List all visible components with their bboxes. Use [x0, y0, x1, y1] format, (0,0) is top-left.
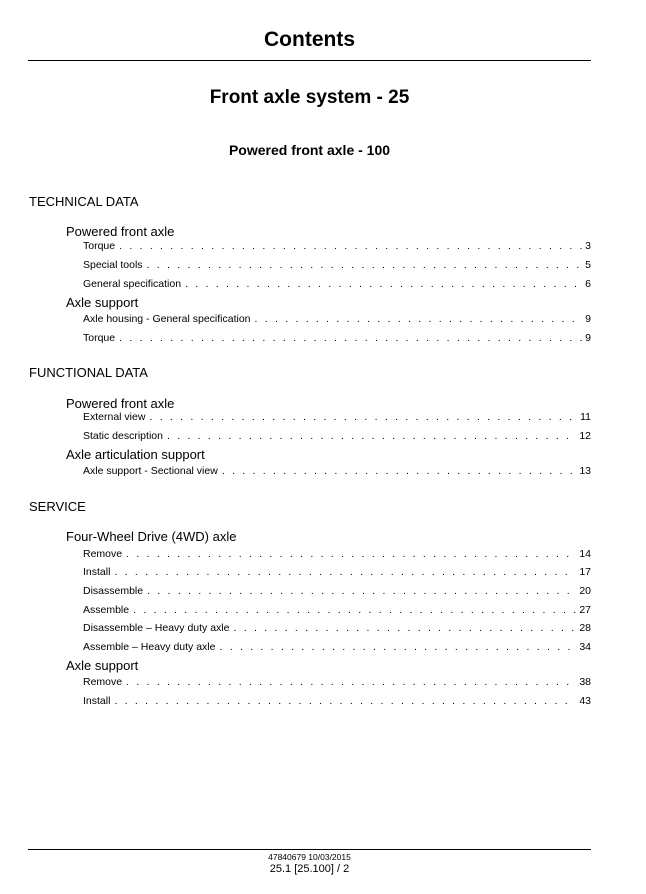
page-title: Contents	[264, 28, 355, 51]
header-divider	[28, 60, 591, 61]
toc-entry-page: 43	[579, 695, 591, 707]
toc-entry-label: General specification	[83, 278, 182, 290]
toc-entry[interactable]	[83, 312, 591, 326]
toc-entry-page: 17	[579, 566, 591, 578]
section-title-functional-data: FUNCTIONAL DATA	[29, 365, 148, 380]
toc-entry-page: 12	[579, 430, 591, 442]
dot-leader	[114, 565, 576, 579]
toc-entry-page: 14	[579, 548, 591, 560]
dot-leader	[149, 410, 577, 424]
toc-entry-label: Install	[83, 566, 111, 578]
group-title-axle-support: Axle support	[66, 658, 139, 673]
dot-leader	[119, 331, 582, 345]
toc-entry[interactable]	[83, 675, 591, 689]
toc-entry[interactable]	[83, 584, 591, 598]
toc-entry-label: Special tools	[83, 259, 143, 271]
dot-leader	[133, 603, 576, 617]
toc-entry-label: External view	[83, 411, 146, 423]
toc-entry-label: Torque	[83, 332, 116, 344]
dot-leader	[119, 239, 582, 253]
toc-entry-page: 6	[585, 278, 591, 290]
dot-leader	[147, 258, 583, 272]
dot-leader	[147, 584, 576, 598]
toc-entry-page: 13	[579, 465, 591, 477]
toc-entry-page: 34	[579, 641, 591, 653]
toc-entry-label: Assemble	[83, 604, 130, 616]
dot-leader	[114, 694, 576, 708]
toc-entry[interactable]	[83, 410, 591, 424]
toc-entry-page: 38	[579, 676, 591, 688]
dot-leader	[219, 640, 576, 654]
toc-entry[interactable]	[83, 464, 591, 478]
group-title-powered-front-axle: Powered front axle	[66, 224, 175, 239]
toc-entry[interactable]	[83, 603, 591, 617]
toc-entry-page: 5	[585, 259, 591, 271]
toc-entry-page: 3	[585, 240, 591, 252]
toc-entry-label: Remove	[83, 676, 123, 688]
toc-entry-page: 20	[579, 585, 591, 597]
footer-page-reference: 25.1 [25.100] / 2	[269, 863, 350, 875]
dot-leader	[167, 429, 576, 443]
dot-leader	[233, 621, 576, 635]
toc-entry[interactable]	[83, 694, 591, 708]
toc-entry[interactable]	[83, 640, 591, 654]
toc-entry-label: Disassemble	[83, 585, 144, 597]
footer-divider	[28, 849, 591, 850]
toc-entry[interactable]	[83, 277, 591, 291]
toc-entry-page: 27	[579, 604, 591, 616]
toc-entry-label: Install	[83, 695, 111, 707]
toc-entry-page: 9	[585, 313, 591, 325]
group-title-powered-front-axle: Powered front axle	[66, 396, 175, 411]
dot-leader	[185, 277, 582, 291]
toc-entry[interactable]	[83, 621, 591, 635]
toc-entry-page: 9	[585, 332, 591, 344]
toc-entry[interactable]	[83, 547, 591, 561]
toc-entry-label: Remove	[83, 548, 123, 560]
toc-entry[interactable]	[83, 331, 591, 345]
dot-leader	[255, 312, 583, 326]
toc-entry[interactable]	[83, 565, 591, 579]
toc-entry-label: Disassemble – Heavy duty axle	[83, 622, 230, 634]
toc-entry-page: 11	[580, 411, 591, 423]
toc-entry-label: Assemble – Heavy duty axle	[83, 641, 216, 653]
sub-system-title: Powered front axle - 100	[228, 142, 391, 158]
section-title-service: SERVICE	[29, 499, 86, 514]
group-title-axle-support: Axle support	[66, 295, 139, 310]
toc-entry-label: Axle housing - General specification	[83, 313, 251, 325]
toc-entry-label: Axle support - Sectional view	[83, 465, 218, 477]
dot-leader	[126, 675, 576, 689]
toc-entry[interactable]	[83, 239, 591, 253]
toc-entry-label: Torque	[83, 240, 116, 252]
group-title-four-wheel-drive-axle: Four-Wheel Drive (4WD) axle	[66, 529, 237, 544]
toc-entry[interactable]	[83, 258, 591, 272]
dot-leader	[222, 464, 576, 478]
toc-entry-page: 28	[579, 622, 591, 634]
group-title-axle-articulation-support: Axle articulation support	[66, 447, 205, 462]
toc-entry-label: Static description	[83, 430, 163, 442]
toc-entry[interactable]	[83, 429, 591, 443]
section-title-technical-data: TECHNICAL DATA	[29, 194, 139, 209]
system-title: Front axle system - 25	[209, 87, 410, 108]
dot-leader	[126, 547, 576, 561]
footer-doc-number: 47840679 10/03/2015	[268, 852, 351, 862]
